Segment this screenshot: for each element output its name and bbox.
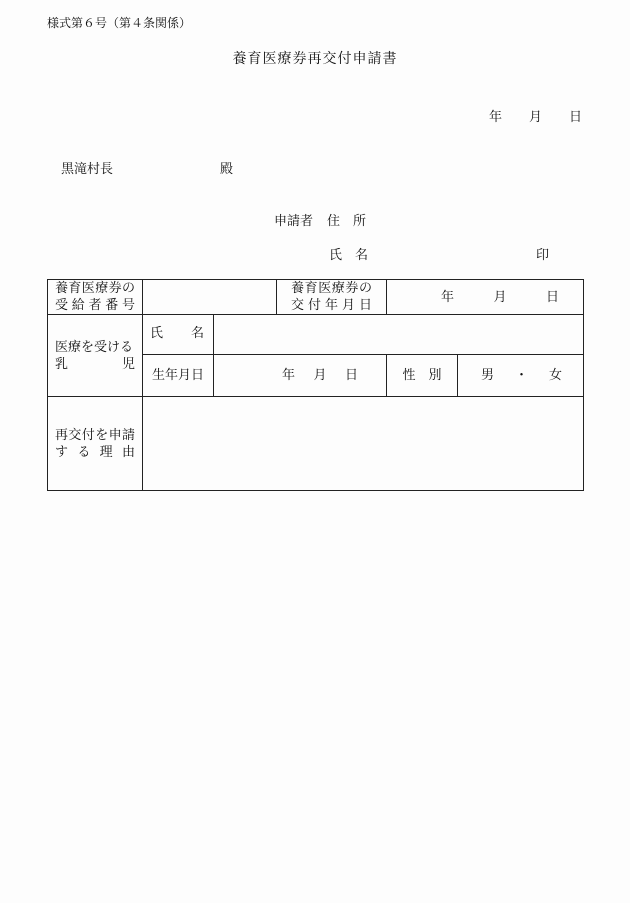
reason-field[interactable] — [143, 397, 584, 491]
sex-separator: ・ — [515, 368, 529, 383]
addressee-name: 黒滝村長 — [61, 162, 114, 177]
date-year: 年 — [489, 110, 503, 125]
document-title: 養育医療券再交付申請書 — [232, 51, 398, 67]
issue-year: 年 — [441, 289, 455, 305]
date-day: 日 — [569, 110, 583, 125]
birth-month: 月 — [313, 368, 327, 383]
birthdate-label: 生年月日 — [143, 355, 214, 397]
applicant-name-label: 氏 名 — [329, 248, 369, 263]
application-table — [47, 279, 584, 491]
issue-month: 月 — [493, 289, 507, 305]
issue-date-label: 養育医療券の 交付年月日 — [277, 280, 387, 315]
form-number: 様式第６号（第４条関係） — [47, 16, 192, 30]
applicant-label: 申請者 — [274, 214, 314, 229]
birthdate-field[interactable] — [214, 355, 387, 397]
issue-day: 日 — [546, 289, 560, 305]
infant-name-label: 氏 名 — [143, 315, 214, 355]
seal-mark: 印 — [536, 248, 550, 263]
infant-label: 医療を受ける 乳 児 — [48, 315, 143, 397]
birth-year: 年 — [282, 368, 296, 383]
sex-field[interactable] — [458, 355, 584, 397]
addressee-honorific: 殿 — [220, 162, 234, 177]
sex-female: 女 — [549, 368, 563, 383]
recipient-number-field[interactable] — [143, 280, 277, 315]
infant-name-field[interactable] — [214, 315, 584, 355]
issue-date-field[interactable] — [387, 280, 584, 315]
sex-label: 性 別 — [387, 355, 458, 397]
applicant-address-label: 住 所 — [327, 214, 367, 229]
application-date — [489, 106, 582, 125]
date-month: 月 — [529, 110, 543, 125]
sex-male: 男 — [481, 368, 495, 383]
reason-label: 再交付を申請 す る 理 由 — [48, 397, 143, 491]
birth-day: 日 — [344, 368, 358, 383]
recipient-number-label: 養育医療券の 受給者番号 — [48, 280, 143, 315]
